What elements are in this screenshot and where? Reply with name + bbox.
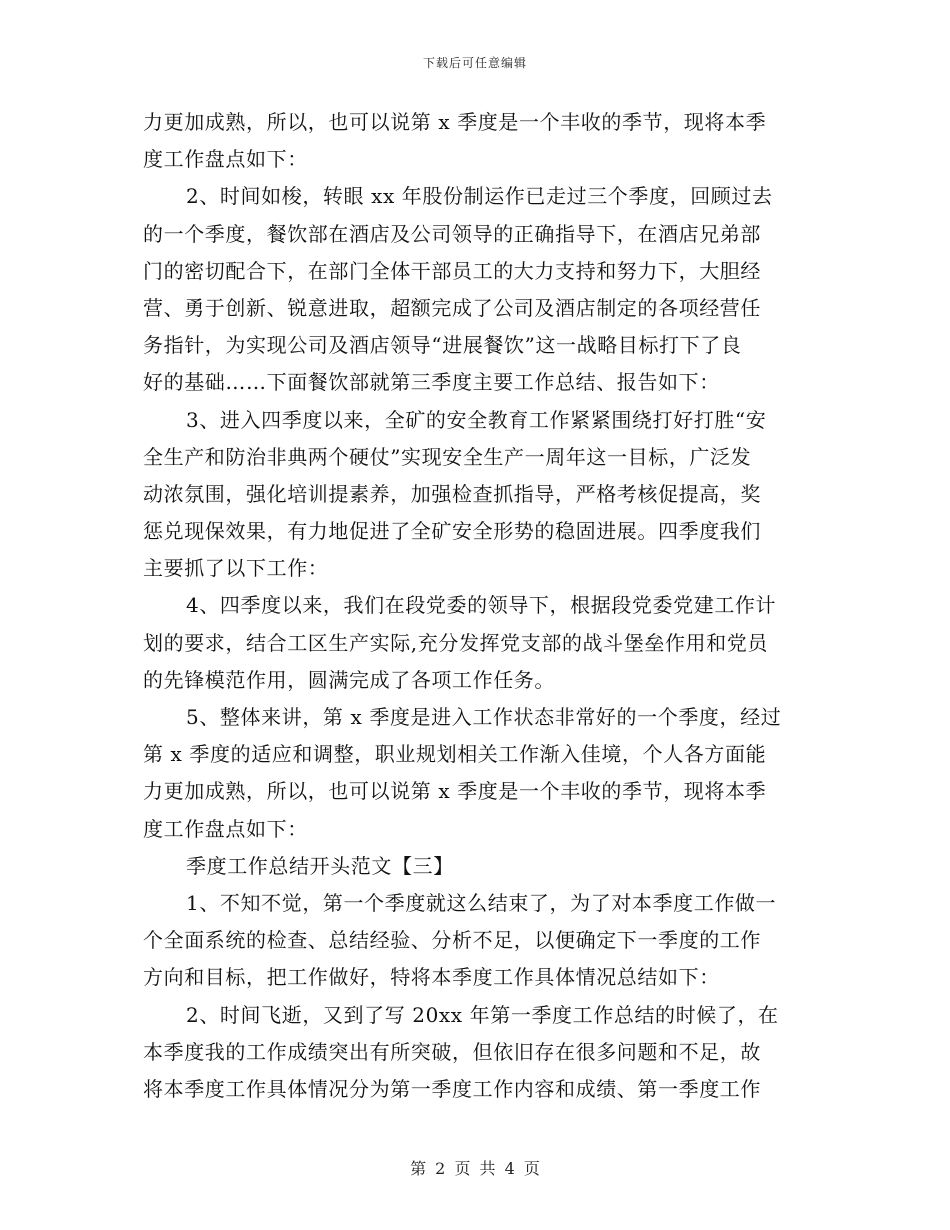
paragraph-2-start: 2、时间如梭，转眼 xx 年股份制运作已走过三个季度，回顾过去: [186, 184, 773, 209]
text-line-15: 划的要求，结合工区生产实际,充分发挥党支部的战斗堡垒作用和党员: [143, 630, 768, 655]
text-line-16: 的先锋模范作用，圆满完成了各项工作任务。: [143, 667, 555, 692]
text-line-10: 全生产和防治非典两个硬仗”实现安全生产一周年这一目标，广泛发: [143, 444, 752, 469]
paragraph-3-start: 3、进入四季度以来，全矿的安全教育工作紧紧围绕打好打胜“安: [186, 407, 767, 432]
text-line-24: 方向和目标，把工作做好，特将本季度工作具体情况总结如下：: [143, 965, 720, 990]
document-body: [143, 104, 807, 1108]
paragraph-4-start: 4、四季度以来，我们在段党委的领导下，根据段党委党建工作计: [186, 593, 777, 618]
text-line-6: 营、勇于创新、锐意进取，超额完成了公司及酒店制定的各项经营任: [143, 295, 761, 320]
text-line-13: 主要抓了以下工作：: [143, 556, 329, 581]
paragraph-5-start: 5、整体来讲，第 x 季度是进入工作状态非常好的一个季度，经过: [186, 705, 782, 729]
text-line-27: 将本季度工作具体情况分为第一季度工作内容和成绩、第一季度工作: [143, 1076, 761, 1101]
section-paragraph-2-start: 2、时间飞逝，又到了写 20xx 年第一季度工作总结的时候了，在: [186, 1002, 779, 1027]
text-line-12: 惩兑现保效果，有力地促进了全矿安全形势的稳固进展。四季度我们: [143, 519, 761, 544]
text-line-23: 个全面系统的检查、总结经验、分析不足，以便确定下一季度的工作: [143, 928, 761, 953]
text-line-8: 好的基础……下面餐饮部就第三季度主要工作总结、报告如下：: [143, 370, 720, 395]
page-header: 下载后可任意编辑: [422, 56, 527, 70]
text-line-26: 本季度我的工作成绩突出有所突破，但依旧存在很多问题和不足，故: [143, 1039, 761, 1064]
text-line-5: 门的密切配合下，在部门全体干部员工的大力支持和努力下，大胆经: [143, 258, 761, 283]
text-line-7: 务指针，为实现公司及酒店领导“进展餐饮”这一战略目标打下了良: [143, 333, 742, 358]
section-heading: 季度工作总结开头范文【三】: [186, 853, 454, 878]
text-line-1: 力更加成熟，所以，也可以说第 x 季度是一个丰收的季节，现将本季: [143, 110, 767, 134]
text-line-4: 的一个季度，餐饮部在酒店及公司领导的正确指导下，在酒店兄弟部: [143, 221, 761, 246]
section-paragraph-1-start: 1、不知不觉，第一个季度就这么结束了，为了对本季度工作做一: [186, 890, 777, 915]
text-line-11: 动浓氛围，强化培训提素养，加强检查抓指导，严格考核促提高，奖: [143, 481, 761, 506]
text-line-2: 度工作盘点如下：: [143, 147, 308, 172]
page-number-footer: 第 2 页 共 4 页: [410, 1159, 540, 1178]
text-line-20: 度工作盘点如下：: [143, 816, 308, 841]
text-line-18: 第 x 季度的适应和调整，职业规划相关工作渐入佳境，个人各方面能: [143, 742, 767, 767]
text-line-19: 力更加成熟，所以，也可以说第 x 季度是一个丰收的季节，现将本季: [143, 779, 767, 804]
